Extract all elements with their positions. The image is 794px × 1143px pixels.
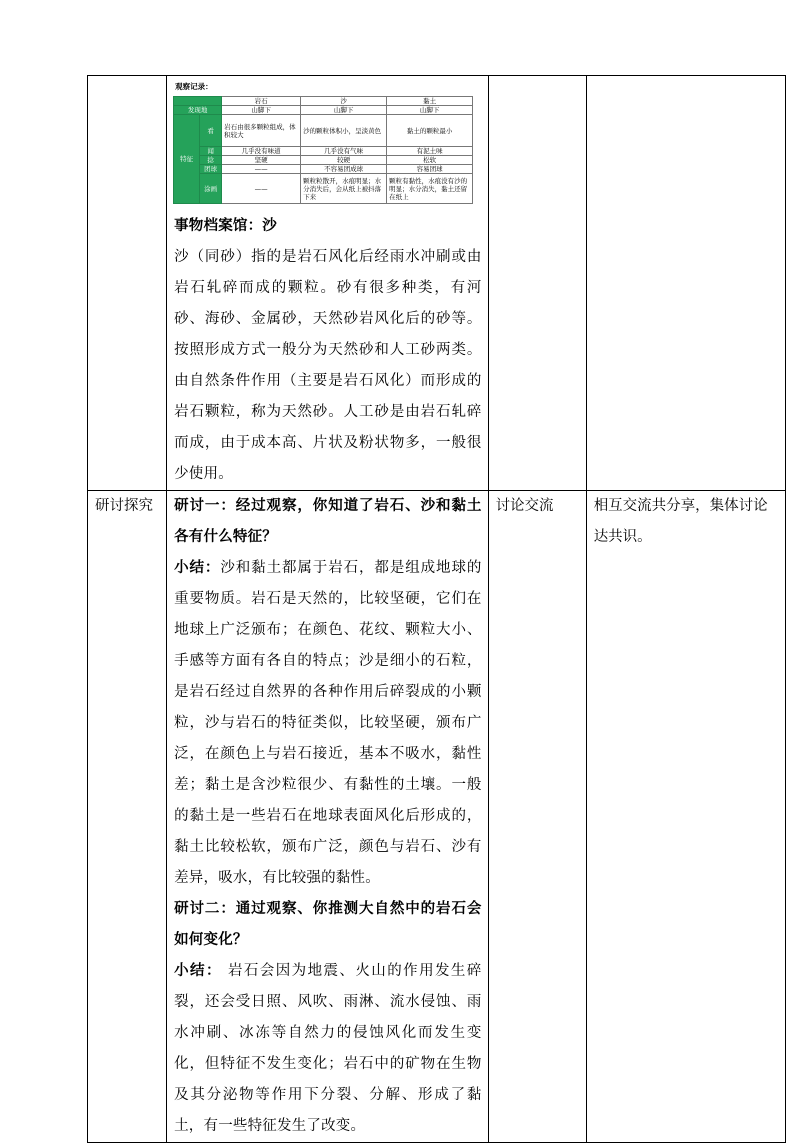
location-sand: 山脚下 (301, 106, 387, 115)
ball-clay: 容易团球 (387, 165, 473, 174)
feature-label: 特征 (174, 115, 200, 204)
summary-two (174, 956, 481, 1142)
feature-row-draw (174, 174, 473, 204)
summary-two-label: 小结： (174, 963, 222, 979)
empty-activity-cell (488, 76, 586, 491)
header-clay: 黏土 (387, 97, 473, 106)
location-rock: 山脚下 (222, 106, 301, 115)
header-rock: 岩石 (222, 97, 301, 106)
feature-row-pinch (174, 156, 473, 165)
observation-row (88, 76, 786, 491)
archive-heading: 事物档案馆：沙 (174, 218, 278, 234)
design-intent: 相互交流共分享，集体讨论达共识。 (593, 498, 768, 545)
feature-row-ball (174, 165, 473, 174)
question-one: 研讨一：经过观察，你知道了岩石、沙和黏土各有什么特征？ (174, 498, 482, 545)
feature-pinch-label: 捻 (200, 156, 222, 165)
discussion-content-cell (167, 491, 488, 1143)
ball-rock: —— (222, 165, 301, 174)
corner-cell (174, 97, 222, 106)
feature-ball-label: 团球 (200, 165, 222, 174)
section-label: 研讨探究 (95, 498, 153, 514)
feature-look-label: 看 (200, 115, 222, 147)
smell-rock: 几乎没有味道 (222, 147, 301, 156)
student-activity: 讨论交流 (495, 498, 554, 514)
archive-body: 沙（同砂）指的是岩石风化后经雨水冲刷或由岩石轧碎而成的颗粒。砂有很多种类，有河砂、海砂、金属砂，天然砂岩风化后的砂等。按照形成方式一般分为天然砂和人工砂两类。由自然条件作用（主要是岩石风化）而形成的岩石颗粒，称为天然砂。人工砂是由岩石轧碎而成，由于成本高、片状及粉状物多，一般很少使用。 (174, 249, 482, 482)
header-sand: 沙 (301, 97, 387, 106)
draw-rock: —— (222, 174, 301, 204)
discussion-row (88, 491, 786, 1143)
empty-section-cell (88, 76, 167, 491)
look-clay: 黏土的颗粒最小 (387, 115, 473, 147)
observation-content-cell (167, 76, 488, 491)
observation-record (167, 76, 487, 204)
feature-draw-label: 涂画 (200, 174, 222, 204)
draw-clay: 颗粒有黏性，水痕没有沙的明显；水分消失，黏土还留在纸上 (387, 174, 473, 204)
pinch-sand: 较硬 (301, 156, 387, 165)
smell-clay: 有泥土味 (387, 147, 473, 156)
observation-title: 观察记录： (175, 82, 213, 91)
feature-row-look (174, 115, 473, 147)
look-sand: 沙的颗粒体积小，呈淡黄色 (301, 115, 387, 147)
look-rock: 岩石由很多颗粒组成，体积较大 (222, 115, 301, 147)
discussion-block (167, 491, 487, 1142)
question-two: 研讨二：通过观察、你推测大自然中的岩石会如何变化？ (174, 901, 482, 948)
feature-row-smell (174, 147, 473, 156)
archive-block (167, 204, 487, 490)
location-row (174, 106, 473, 115)
lesson-plan-table (87, 75, 786, 1143)
design-intent-cell (586, 491, 785, 1143)
observation-table (173, 96, 473, 204)
location-clay: 山脚下 (387, 106, 473, 115)
location-label: 发现地 (174, 106, 222, 115)
pinch-rock: 坚硬 (222, 156, 301, 165)
draw-sand: 颗粒粒散开，水痕明显；水分消失后，会从纸上被抖落下来 (301, 174, 387, 204)
student-activity-cell (488, 491, 586, 1143)
section-label-cell (88, 491, 167, 1143)
empty-intent-cell (586, 76, 785, 491)
summary-one-label: 小结： (174, 560, 221, 576)
observation-header-row (174, 97, 473, 106)
summary-one (174, 553, 481, 894)
summary-two-text: 岩石会因为地震、火山的作用发生碎裂，还会受日照、风吹、雨淋、流水侵蚀、雨水冲刷、冰冻等自然力的侵蚀风化而发生变化，但特征不发生变化；岩石中的矿物在生物及其分泌物等作用下分裂、分解、形成了黏土，有一些特征发生了改变。 (174, 963, 482, 1134)
summary-one-text: 沙和黏土都属于岩石，都是组成地球的重要物质。岩石是天然的，比较坚硬，它们在地球上广泛颁布；在颜色、花纹、颗粒大小、手感等方面有各自的特点；沙是细小的石粒，是岩石经过自然界的各种作用后碎裂成的小颗粒，沙与岩石的特征类似，比较坚硬，颁布广泛，在颜色上与岩石接近，基本不吸水，黏性差；黏土是含沙粒很少、有黏性的土壤。一般的黏土是一些岩石在地球表面风化后形成的，黏土比较松软，颁布广泛，颜色与岩石、沙有差异，吸水，有比较强的黏性。 (174, 560, 482, 886)
feature-smell-label: 闻 (200, 147, 222, 156)
smell-sand: 几乎没有气味 (301, 147, 387, 156)
pinch-clay: 松软 (387, 156, 473, 165)
ball-sand: 不容易团成球 (301, 165, 387, 174)
